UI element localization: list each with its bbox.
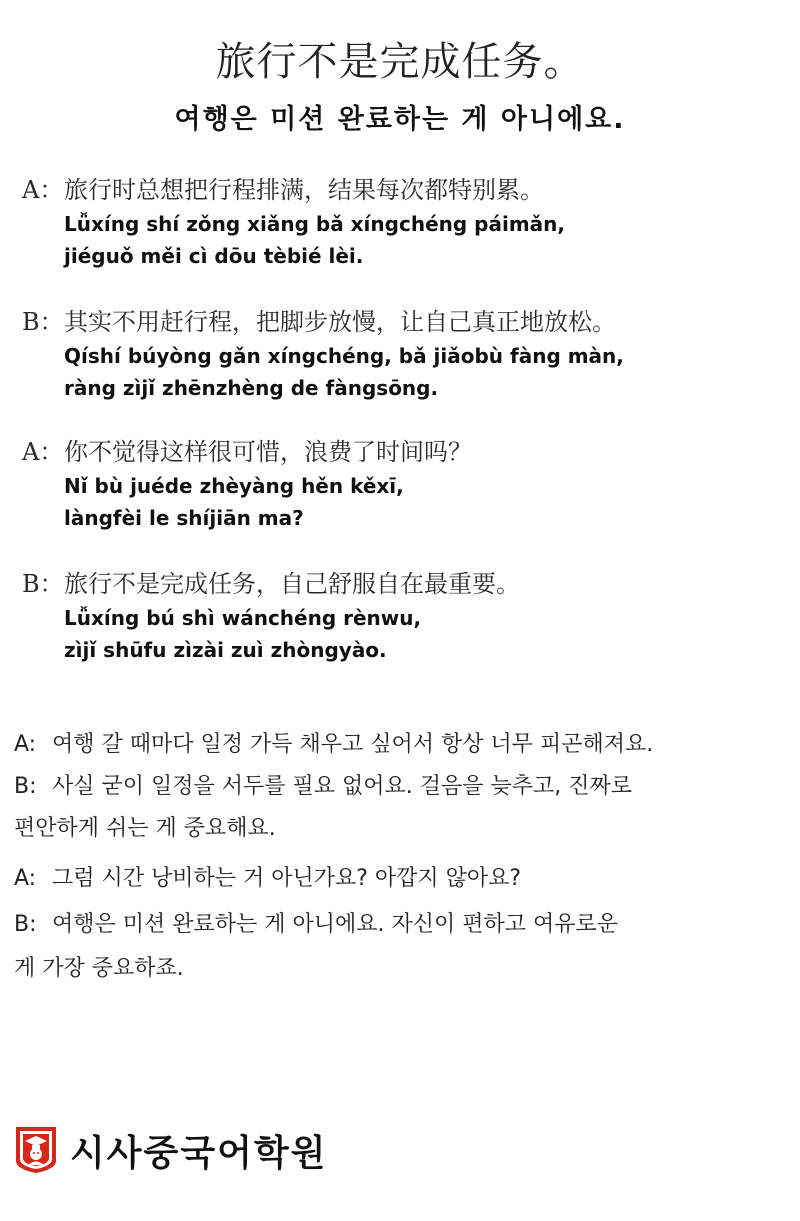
translation-line-2 xyxy=(14,770,794,804)
translation-text: 여행 갈 때마다 일정 가득 채우고 싶어서 항상 너무 피곤해져요. xyxy=(52,732,654,757)
speaker-label: B: xyxy=(14,774,37,799)
pinyin-line: Lǚxíng bú shì wánchéng rènwu, xyxy=(64,606,422,630)
title-chinese: 旅行不是完成任务。 xyxy=(215,39,585,85)
chinese-sentence: 你不觉得这样很可惜，浪费了时间吗？ xyxy=(64,438,472,466)
translation-line-4 xyxy=(14,908,794,942)
translation-text: 그럼 시간 낭비하는 거 아닌가요? 아깝지 않아요? xyxy=(52,866,522,891)
chinese-line xyxy=(22,304,782,340)
speaker-label: A: xyxy=(14,732,37,757)
speaker-label: B: xyxy=(14,912,37,937)
translation-line-2-continued: 편안하게 쉬는 게 중요해요. xyxy=(14,816,276,841)
pinyin-line: Qíshí búyòng gǎn xíngchéng, bǎ jiǎobù fàng màn, xyxy=(64,344,624,368)
chinese-sentence: 旅行时总想把行程排满，结果每次都特别累。 xyxy=(64,176,544,204)
chinese-line xyxy=(22,434,782,470)
dialog-turn-1 xyxy=(22,172,782,272)
dialog-turn-4 xyxy=(22,566,782,666)
translation-text: 사실 굳이 일정을 서두를 필요 없어요. 걸음을 늦추고, 진짜로 xyxy=(52,774,632,799)
pinyin-line: Lǚxíng shí zǒng xiǎng bǎ xíngchéng páimǎn, xyxy=(64,212,565,236)
chinese-line xyxy=(22,172,782,208)
pinyin-line: làngfèi le shíjiān ma? xyxy=(64,506,304,530)
translation-line-1 xyxy=(14,728,794,762)
translation-line-4-continued: 게 가장 중요하죠. xyxy=(14,956,184,981)
dialog-turn-2 xyxy=(22,304,782,404)
translation-text: 여행은 미션 완료하는 게 아니에요. 자신이 편하고 여유로운 xyxy=(52,912,618,937)
translation-line-3 xyxy=(14,862,794,896)
academy-name: 시사중국어학원 xyxy=(70,1132,328,1174)
academy-logo xyxy=(12,1122,327,1178)
speaker-label: B： xyxy=(22,308,64,336)
speaker-label: A： xyxy=(22,176,64,204)
academy-emblem-icon xyxy=(12,1125,60,1175)
pinyin-line: Nǐ bù juéde zhèyàng hěn kěxī, xyxy=(64,474,404,498)
pinyin-line: ràng zìjǐ zhēnzhèng de fàngsōng. xyxy=(64,376,439,400)
speaker-label: A: xyxy=(14,866,37,891)
speaker-label: A： xyxy=(22,438,64,466)
dialog-turn-3 xyxy=(22,434,782,534)
pinyin-line: zìjǐ shūfu zìzài zuì zhòngyào. xyxy=(64,638,387,662)
title-korean: 여행은 미션 완료하는 게 아니에요. xyxy=(174,104,626,135)
chinese-sentence: 其实不用赶行程，把脚步放慢，让自己真正地放松。 xyxy=(64,308,616,336)
pinyin-line: jiéguǒ měi cì dōu tèbié lèi. xyxy=(64,244,364,268)
chinese-sentence: 旅行不是完成任务，自己舒服自在最重要。 xyxy=(64,570,520,598)
chinese-line xyxy=(22,566,782,602)
speaker-label: B： xyxy=(22,570,64,598)
